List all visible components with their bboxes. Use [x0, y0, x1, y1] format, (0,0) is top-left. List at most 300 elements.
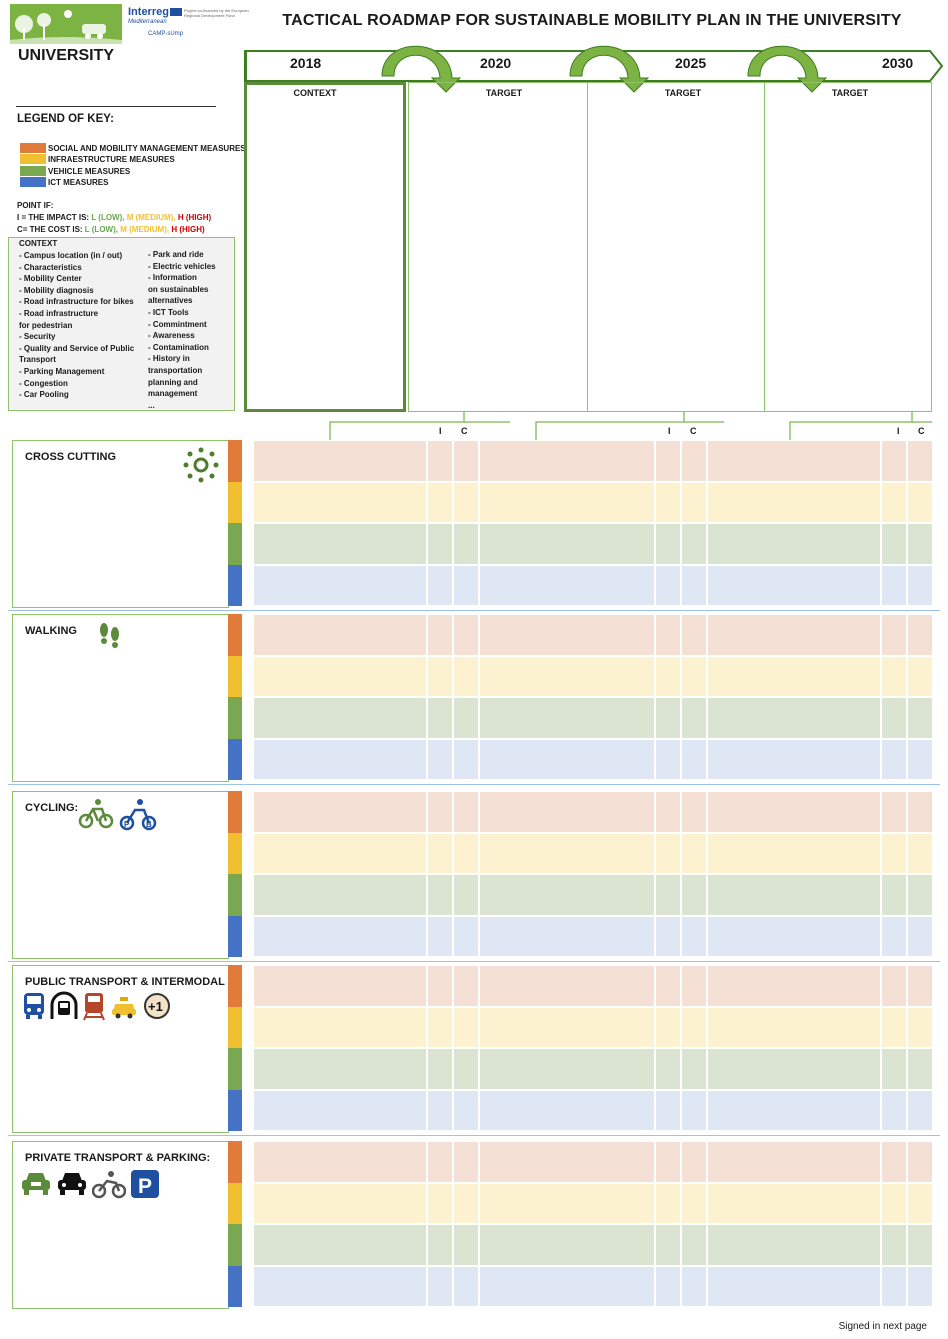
roadmap-cell[interactable] [480, 1049, 654, 1089]
green-car-icon [20, 1169, 52, 1204]
roadmap-cell[interactable] [708, 657, 880, 697]
taxi-icon [110, 991, 138, 1026]
roadmap-cell[interactable] [656, 834, 680, 874]
roadmap-cell[interactable] [682, 615, 706, 655]
roadmap-cell[interactable] [656, 1008, 680, 1048]
roadmap-cell[interactable] [682, 1008, 706, 1048]
roadmap-cell[interactable] [656, 1142, 680, 1182]
roadmap-cell[interactable] [908, 566, 932, 606]
context-item: on sustainables [148, 284, 209, 294]
measure-type-bar [228, 916, 242, 958]
roadmap-cell[interactable] [254, 875, 426, 915]
cost-letter: C [461, 426, 468, 436]
context-item: Transport [19, 355, 56, 365]
cost-letter: C [690, 426, 697, 436]
legend-label: SOCIAL AND MOBILITY MANAGEMENT MEASURES [48, 144, 246, 153]
roadmap-cell[interactable] [480, 1225, 654, 1265]
roadmap-cell[interactable] [908, 875, 932, 915]
low-label: L (LOW), [84, 225, 121, 234]
roadmap-cell[interactable] [480, 1267, 654, 1307]
impact-letter: I [897, 426, 900, 436]
context-item: - Characteristics [19, 262, 82, 272]
section-title: PUBLIC TRANSPORT & INTERMODAL [25, 976, 225, 988]
roadmap-cell[interactable] [882, 834, 906, 874]
footprints-icon [96, 618, 124, 655]
roadmap-cell[interactable] [656, 1267, 680, 1307]
year-2018: 2018 [290, 55, 322, 71]
roadmap-cell[interactable] [428, 657, 452, 697]
roadmap-cell[interactable] [908, 834, 932, 874]
sun-gear-icon [182, 446, 220, 489]
bicycle-icon [78, 797, 114, 836]
roadmap-cell[interactable] [480, 1091, 654, 1131]
low-label: L (LOW), [91, 213, 127, 222]
roadmap-cell[interactable] [682, 1049, 706, 1089]
roadmap-cell[interactable] [882, 483, 906, 523]
impact-scale [17, 213, 211, 222]
roadmap-cell[interactable] [656, 966, 680, 1006]
section-icons [20, 1169, 160, 1204]
roadmap-cell[interactable] [254, 698, 426, 738]
roadmap-cell[interactable] [656, 657, 680, 697]
roadmap-cell[interactable] [428, 875, 452, 915]
context-item: - Electric vehicles [148, 261, 216, 271]
context-column [244, 82, 406, 412]
roadmap-cell[interactable] [708, 698, 880, 738]
roadmap-cell[interactable] [908, 524, 932, 564]
funding-note: Project co-financed by the European Regional Development Fund [184, 8, 249, 18]
roadmap-cell[interactable] [708, 834, 880, 874]
roadmap-cell[interactable] [708, 483, 880, 523]
roadmap-cell[interactable] [682, 441, 706, 481]
interreg-logo: Interreg [128, 6, 169, 18]
roadmap-cell[interactable] [454, 1049, 478, 1089]
legend-swatch [20, 154, 46, 164]
column-label-target: TARGET [485, 88, 523, 98]
roadmap-cell[interactable] [908, 657, 932, 697]
impact-prefix: I = THE IMPACT IS: [17, 213, 92, 222]
roadmap-cell[interactable] [428, 1008, 452, 1048]
roadmap-cell[interactable] [428, 615, 452, 655]
roadmap-cell[interactable] [254, 792, 426, 832]
context-item: - Commintment [148, 319, 207, 329]
roadmap-cell[interactable] [656, 615, 680, 655]
signed-note: Signed in next page [838, 1321, 927, 1332]
plus-one-icon [142, 991, 172, 1026]
roadmap-cell[interactable] [882, 966, 906, 1006]
roadmap-cell[interactable] [708, 740, 880, 780]
roadmap-cell[interactable] [454, 1008, 478, 1048]
measure-type-bar [228, 833, 242, 875]
roadmap-cell[interactable] [682, 1091, 706, 1131]
roadmap-cell[interactable] [882, 1142, 906, 1182]
section-panel [12, 1141, 229, 1309]
roadmap-cell[interactable] [428, 1225, 452, 1265]
section-divider [8, 1135, 940, 1136]
legend-swatch [20, 177, 46, 187]
roadmap-cell[interactable] [656, 441, 680, 481]
roadmap-cell[interactable] [454, 834, 478, 874]
context-item: - Road infrastructure [19, 308, 99, 318]
roadmap-cell[interactable] [682, 875, 706, 915]
section-icons [182, 446, 220, 489]
section-divider [8, 610, 940, 611]
measure-type-bar [228, 523, 242, 565]
context-item: - Information [148, 273, 197, 283]
measure-type-bar [228, 440, 242, 482]
roadmap-cell[interactable] [656, 483, 680, 523]
context-item: alternatives [148, 296, 193, 306]
roadmap-cell[interactable] [480, 834, 654, 874]
roadmap-cell[interactable] [708, 1225, 880, 1265]
parking-icon [130, 1169, 160, 1204]
roadmap-cell[interactable] [428, 740, 452, 780]
roadmap-cell[interactable] [254, 966, 426, 1006]
roadmap-cell[interactable] [682, 566, 706, 606]
page-title: TACTICAL ROADMAP FOR SUSTAINABLE MOBILITY PLAN IN THE UNIVERSITY [282, 12, 902, 29]
svg-text:+1: +1 [148, 999, 163, 1014]
roadmap-cell[interactable] [882, 657, 906, 697]
roadmap-cell[interactable] [454, 792, 478, 832]
roadmap-cell[interactable] [454, 566, 478, 606]
context-list-left [19, 250, 134, 401]
measure-type-bar [228, 1090, 242, 1132]
context-item: management [148, 389, 198, 399]
roadmap-cell[interactable] [682, 1267, 706, 1307]
roadmap-cell[interactable] [708, 1008, 880, 1048]
roadmap-cell[interactable] [656, 524, 680, 564]
roadmap-cell[interactable] [254, 1049, 426, 1089]
roadmap-cell[interactable] [428, 792, 452, 832]
legend-label: ICT MEASURES [48, 178, 109, 187]
motorbike-icon [92, 1169, 126, 1204]
roadmap-cell[interactable] [454, 875, 478, 915]
context-item: - ICT Tools [148, 307, 189, 317]
legend-label: VEHICLE MEASURES [48, 167, 131, 176]
bus-icon [22, 991, 46, 1026]
roadmap-cell[interactable] [480, 524, 654, 564]
target-column-2030 [764, 82, 932, 412]
roadmap-cell[interactable] [428, 834, 452, 874]
roadmap-cell[interactable] [708, 966, 880, 1006]
section-divider [8, 961, 940, 962]
roadmap-cell[interactable] [682, 524, 706, 564]
measure-type-bar [228, 791, 242, 833]
context-item: - Car Pooling [19, 390, 69, 400]
roadmap-cell[interactable] [682, 834, 706, 874]
roadmap-cell[interactable] [682, 657, 706, 697]
roadmap-cell[interactable] [428, 1091, 452, 1131]
roadmap-cell[interactable] [882, 566, 906, 606]
context-item: ... [148, 400, 155, 410]
section-title: PRIVATE TRANSPORT & PARKING: [25, 1152, 211, 1164]
svg-text:B: B [146, 820, 152, 829]
roadmap-cell[interactable] [682, 1142, 706, 1182]
train-icon [82, 991, 106, 1026]
column-brackets [320, 410, 940, 442]
medium-label: M (MEDIUM), [120, 225, 172, 234]
year-2030: 2030 [882, 55, 914, 71]
roadmap-cell[interactable] [908, 1008, 932, 1048]
section-title: CYCLING: [25, 802, 79, 814]
measure-type-bar [228, 739, 242, 781]
measure-type-bar [228, 874, 242, 916]
roadmap-cell[interactable] [882, 1267, 906, 1307]
roadmap-cell[interactable] [254, 657, 426, 697]
roadmap-cell[interactable] [254, 1225, 426, 1265]
roadmap-cell[interactable] [908, 698, 932, 738]
roadmap-cell[interactable] [428, 1049, 452, 1089]
roadmap-cell[interactable] [480, 441, 654, 481]
roadmap-cell[interactable] [708, 1267, 880, 1307]
roadmap-cell[interactable] [254, 1267, 426, 1307]
roadmap-cell[interactable] [708, 1049, 880, 1089]
context-item: - Park and ride [148, 250, 204, 259]
bike-parking-icon [118, 797, 158, 836]
context-item: transportation [148, 365, 203, 375]
roadmap-cell[interactable] [480, 615, 654, 655]
roadmap-cell[interactable] [882, 875, 906, 915]
context-item: - Parking Management [19, 366, 105, 376]
roadmap-cell[interactable] [908, 1091, 932, 1131]
roadmap-cell[interactable] [908, 792, 932, 832]
roadmap-cell[interactable] [428, 966, 452, 1006]
context-item: - Contamination [148, 342, 209, 352]
project-label: CAMP-sUmp [148, 31, 184, 37]
svg-text:P: P [138, 1175, 153, 1198]
roadmap-cell[interactable] [454, 1267, 478, 1307]
column-label-target: TARGET [664, 88, 702, 98]
roadmap-cell[interactable] [454, 1225, 478, 1265]
section-title: CROSS CUTTING [25, 451, 117, 463]
roadmap-cell[interactable] [708, 1184, 880, 1224]
roadmap-cell[interactable] [454, 441, 478, 481]
roadmap-cell[interactable] [908, 615, 932, 655]
divider [16, 106, 216, 107]
roadmap-cell[interactable] [656, 1225, 680, 1265]
roadmap-cell[interactable] [480, 917, 654, 957]
roadmap-cell[interactable] [428, 698, 452, 738]
svg-text:P: P [124, 820, 130, 829]
roadmap-cell[interactable] [682, 917, 706, 957]
roadmap-cell[interactable] [454, 698, 478, 738]
roadmap-cell[interactable] [882, 441, 906, 481]
roadmap-cell[interactable] [682, 698, 706, 738]
car-icon [56, 1169, 88, 1204]
roadmap-cell[interactable] [454, 657, 478, 697]
legend-swatch [20, 143, 46, 153]
roadmap-cell[interactable] [254, 615, 426, 655]
legend-label: INFRAESTRUCTURE MEASURES [48, 155, 175, 164]
roadmap-cell[interactable] [656, 1091, 680, 1131]
section-title: WALKING [25, 625, 77, 637]
column-label-target: TARGET [831, 88, 869, 98]
roadmap-cell[interactable] [480, 698, 654, 738]
roadmap-cell[interactable] [254, 566, 426, 606]
roadmap-cell[interactable] [656, 566, 680, 606]
roadmap-cell[interactable] [454, 1184, 478, 1224]
roadmap-cell[interactable] [908, 1267, 932, 1307]
roadmap-cell[interactable] [882, 792, 906, 832]
roadmap-cell[interactable] [908, 740, 932, 780]
roadmap-cell[interactable] [480, 966, 654, 1006]
section-divider [8, 784, 940, 785]
context-item: - History in [148, 354, 190, 364]
roadmap-cell[interactable] [908, 441, 932, 481]
roadmap-cell[interactable] [882, 524, 906, 564]
roadmap-cell[interactable] [882, 1049, 906, 1089]
roadmap-cell[interactable] [656, 698, 680, 738]
roadmap-cell[interactable] [682, 1225, 706, 1265]
roadmap-cell[interactable] [480, 792, 654, 832]
region-label: Mediterranean [128, 19, 167, 25]
year-2025: 2025 [675, 55, 707, 71]
roadmap-cell[interactable] [908, 1049, 932, 1089]
section-icons [96, 618, 124, 655]
roadmap-cell[interactable] [882, 1184, 906, 1224]
roadmap-cell[interactable] [454, 1142, 478, 1182]
impact-letter: I [668, 426, 671, 436]
roadmap-cell[interactable] [428, 483, 452, 523]
measure-type-bar [228, 565, 242, 607]
legend-swatch [20, 166, 46, 176]
cost-scale [17, 225, 205, 234]
roadmap-cell[interactable] [428, 1267, 452, 1307]
project-illustration-logo [10, 4, 122, 44]
roadmap-cell[interactable] [454, 1091, 478, 1131]
roadmap-cell[interactable] [480, 1184, 654, 1224]
roadmap-cell[interactable] [908, 966, 932, 1006]
roadmap-cell[interactable] [656, 917, 680, 957]
roadmap-cell[interactable] [480, 566, 654, 606]
measure-type-bar [228, 656, 242, 698]
eu-flag-icon [170, 8, 182, 16]
measure-type-bar [228, 697, 242, 739]
roadmap-cell[interactable] [428, 441, 452, 481]
medium-label: M (MEDIUM), [126, 213, 178, 222]
roadmap-cell[interactable] [708, 875, 880, 915]
context-list-right [148, 249, 216, 411]
context-item: for pedestrian [19, 320, 73, 330]
measure-type-bar [228, 1048, 242, 1090]
roadmap-cell[interactable] [254, 441, 426, 481]
roadmap-cell[interactable] [882, 1008, 906, 1048]
roadmap-cell[interactable] [454, 483, 478, 523]
roadmap-cell[interactable] [254, 834, 426, 874]
roadmap-cell[interactable] [882, 1225, 906, 1265]
roadmap-cell[interactable] [908, 1142, 932, 1182]
cost-prefix: C= THE COST IS: [17, 225, 85, 234]
roadmap-cell[interactable] [480, 740, 654, 780]
roadmap-cell[interactable] [708, 1142, 880, 1182]
measure-type-bar [228, 1007, 242, 1049]
roadmap-cell[interactable] [908, 483, 932, 523]
roadmap-cell[interactable] [656, 1184, 680, 1224]
context-item: - Campus location (in / out) [19, 251, 123, 260]
roadmap-cell[interactable] [480, 483, 654, 523]
roadmap-cell[interactable] [656, 740, 680, 780]
roadmap-cell[interactable] [656, 1049, 680, 1089]
roadmap-cell[interactable] [882, 698, 906, 738]
roadmap-cell[interactable] [882, 1091, 906, 1131]
metro-icon [50, 991, 78, 1026]
roadmap-cell[interactable] [480, 1008, 654, 1048]
context-item: planning and [148, 377, 198, 387]
roadmap-cell[interactable] [656, 875, 680, 915]
roadmap-cell[interactable] [908, 917, 932, 957]
cost-letter: C [918, 426, 925, 436]
column-label-context: CONTEXT [293, 88, 337, 98]
roadmap-cell[interactable] [480, 875, 654, 915]
roadmap-cell[interactable] [254, 483, 426, 523]
roadmap-cell[interactable] [682, 1184, 706, 1224]
roadmap-cell[interactable] [708, 524, 880, 564]
high-label: H (HIGH) [171, 225, 205, 234]
roadmap-cell[interactable] [454, 524, 478, 564]
year-2020: 2020 [480, 55, 512, 71]
roadmap-cell[interactable] [708, 615, 880, 655]
context-item: - Congestion [19, 378, 68, 388]
measure-type-bar [228, 1224, 242, 1266]
roadmap-cell[interactable] [656, 792, 680, 832]
measure-type-bar [228, 482, 242, 524]
roadmap-cell[interactable] [454, 615, 478, 655]
roadmap-cell[interactable] [908, 1184, 932, 1224]
context-item: - Security [19, 332, 56, 342]
roadmap-cell[interactable] [254, 1184, 426, 1224]
roadmap-cell[interactable] [428, 1142, 452, 1182]
roadmap-cell[interactable] [682, 792, 706, 832]
roadmap-cell[interactable] [428, 1184, 452, 1224]
roadmap-cell[interactable] [254, 740, 426, 780]
roadmap-cell[interactable] [682, 483, 706, 523]
roadmap-cell[interactable] [708, 566, 880, 606]
roadmap-cell[interactable] [908, 1225, 932, 1265]
roadmap-cell[interactable] [708, 792, 880, 832]
roadmap-cell[interactable] [454, 740, 478, 780]
roadmap-cell[interactable] [882, 615, 906, 655]
roadmap-cell[interactable] [480, 1142, 654, 1182]
roadmap-cell[interactable] [254, 917, 426, 957]
roadmap-cell[interactable] [708, 1091, 880, 1131]
roadmap-cell[interactable] [882, 917, 906, 957]
context-title: CONTEXT [19, 239, 58, 248]
context-item: - Quality and Service of Public [19, 343, 135, 353]
roadmap-cell[interactable] [428, 917, 452, 957]
roadmap-cell[interactable] [682, 966, 706, 1006]
roadmap-cell[interactable] [882, 740, 906, 780]
roadmap-cell[interactable] [254, 524, 426, 564]
section-icons [78, 797, 158, 836]
roadmap-cell[interactable] [454, 917, 478, 957]
roadmap-cell[interactable] [428, 524, 452, 564]
roadmap-cell[interactable] [254, 1142, 426, 1182]
roadmap-cell[interactable] [454, 966, 478, 1006]
roadmap-cell[interactable] [708, 441, 880, 481]
measure-type-bar [228, 1183, 242, 1225]
roadmap-cell[interactable] [254, 1091, 426, 1131]
measure-type-bar [228, 1141, 242, 1183]
target-column-2020 [408, 82, 588, 412]
roadmap-cell[interactable] [708, 917, 880, 957]
measure-type-bar [228, 1266, 242, 1308]
roadmap-cell[interactable] [480, 657, 654, 697]
roadmap-cell[interactable] [428, 566, 452, 606]
measure-type-bar [228, 614, 242, 656]
roadmap-cell[interactable] [254, 1008, 426, 1048]
roadmap-cell[interactable] [682, 740, 706, 780]
context-item: - Road infrastructure for bikes [19, 297, 134, 307]
